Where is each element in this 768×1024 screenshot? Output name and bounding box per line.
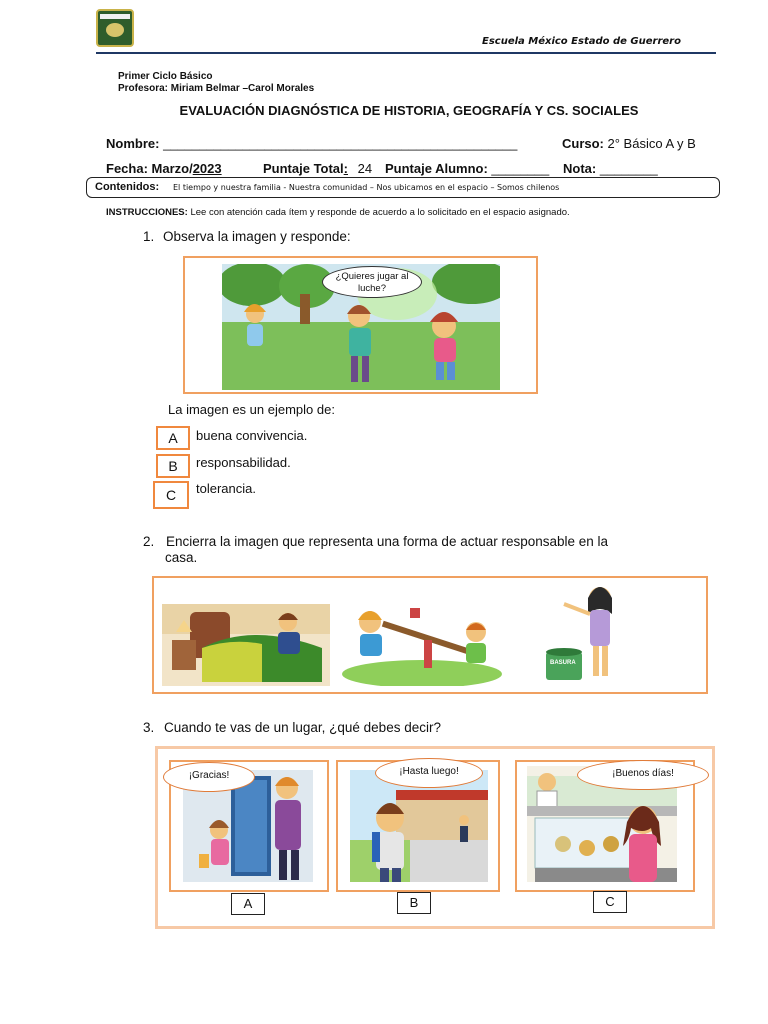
q1-illustration — [222, 264, 500, 390]
q1-speech-bubble: ¿Quieres jugar al luche? — [322, 266, 422, 298]
q3-bubble-a: ¡Gracias! — [163, 762, 255, 792]
course-value: 2° Básico A y B — [607, 136, 696, 151]
header-rule — [96, 52, 716, 54]
q2-number: 2. — [143, 534, 155, 549]
grade-label: Nota: — [563, 161, 597, 176]
q3-text: Cuando te vas de un lugar, ¿qué debes decir? — [164, 720, 441, 735]
course-label: Curso: — [562, 136, 604, 151]
instructions-text: Lee con atención cada ítem y responde de acuerdo a lo solicitado en el espacio asignado. — [190, 207, 570, 218]
q1-option-c-box[interactable]: C — [153, 481, 189, 509]
q1-option-c-text: tolerancia. — [196, 481, 256, 496]
q2-text: Encierra la imagen que representa una forma de actuar responsable en la — [166, 534, 609, 549]
q1-number: 1. — [143, 229, 155, 244]
total-score-label: Puntaje Total — [263, 161, 344, 176]
student-score-field[interactable]: ________ — [491, 161, 550, 176]
contents-box — [86, 177, 720, 198]
trash-bin-label: BASURA — [550, 660, 576, 666]
teachers-label: Profesora: Miriam Belmar –Carol Morales — [118, 83, 315, 94]
instructions-label: INSTRUCCIONES: — [106, 207, 188, 218]
q2-image-seesaw[interactable] — [340, 600, 504, 686]
q1-prompt: La imagen es un ejemplo de: — [168, 402, 335, 417]
contents-text: El tiempo y nuestra familia - Nuestra comunidad – Nos ubicamos en el espacio – Somos chilenos — [173, 183, 560, 192]
grade-field[interactable]: ________ — [599, 161, 658, 176]
q3-answer-b-box[interactable]: B — [397, 892, 431, 914]
school-name: Escuela México Estado de Guerrero — [482, 36, 681, 47]
q3-bubble-b: ¡Hasta luego! — [375, 758, 483, 788]
q2-image-bed[interactable] — [162, 604, 330, 686]
q1-heading — [143, 229, 351, 244]
date-year: 2023 — [192, 161, 222, 176]
cycle-label: Primer Ciclo Básico — [118, 71, 213, 82]
q3-answer-a-box[interactable]: A — [231, 893, 265, 915]
total-score-value: 24 — [357, 161, 373, 176]
q3-number: 3. — [143, 720, 155, 735]
q3-answer-c-box[interactable]: C — [593, 891, 627, 913]
q3-bubble-c: ¡Buenos días! — [577, 760, 709, 790]
total-score-colon: : — [343, 161, 348, 176]
q1-image-frame — [183, 256, 538, 394]
school-logo — [96, 9, 134, 47]
date-label: Fecha: Marzo/ — [106, 161, 193, 176]
q2-image-frame — [152, 576, 708, 694]
q1-text: Observa la imagen y responde: — [163, 229, 351, 244]
name-field[interactable]: _________________________________________________ — [163, 136, 518, 151]
q2-heading — [143, 534, 608, 549]
instructions — [106, 207, 570, 218]
q1-option-a-box[interactable]: A — [156, 426, 190, 450]
q2-text-continued: casa. — [165, 550, 198, 565]
contents-label: Contenidos: — [95, 181, 160, 193]
q3-heading — [143, 720, 441, 735]
student-score-label: Puntaje Alumno: — [385, 161, 488, 176]
q1-option-a-text: buena convivencia. — [196, 428, 308, 443]
q1-option-b-text: responsabilidad. — [196, 455, 291, 470]
q2-image-trash[interactable] — [516, 582, 634, 686]
q1-option-b-box[interactable]: B — [156, 454, 190, 478]
page-title: EVALUACIÓN DIAGNÓSTICA DE HISTORIA, GEOGRAFÍA Y CS. SOCIALES — [179, 103, 639, 118]
name-label: Nombre: — [106, 136, 160, 151]
